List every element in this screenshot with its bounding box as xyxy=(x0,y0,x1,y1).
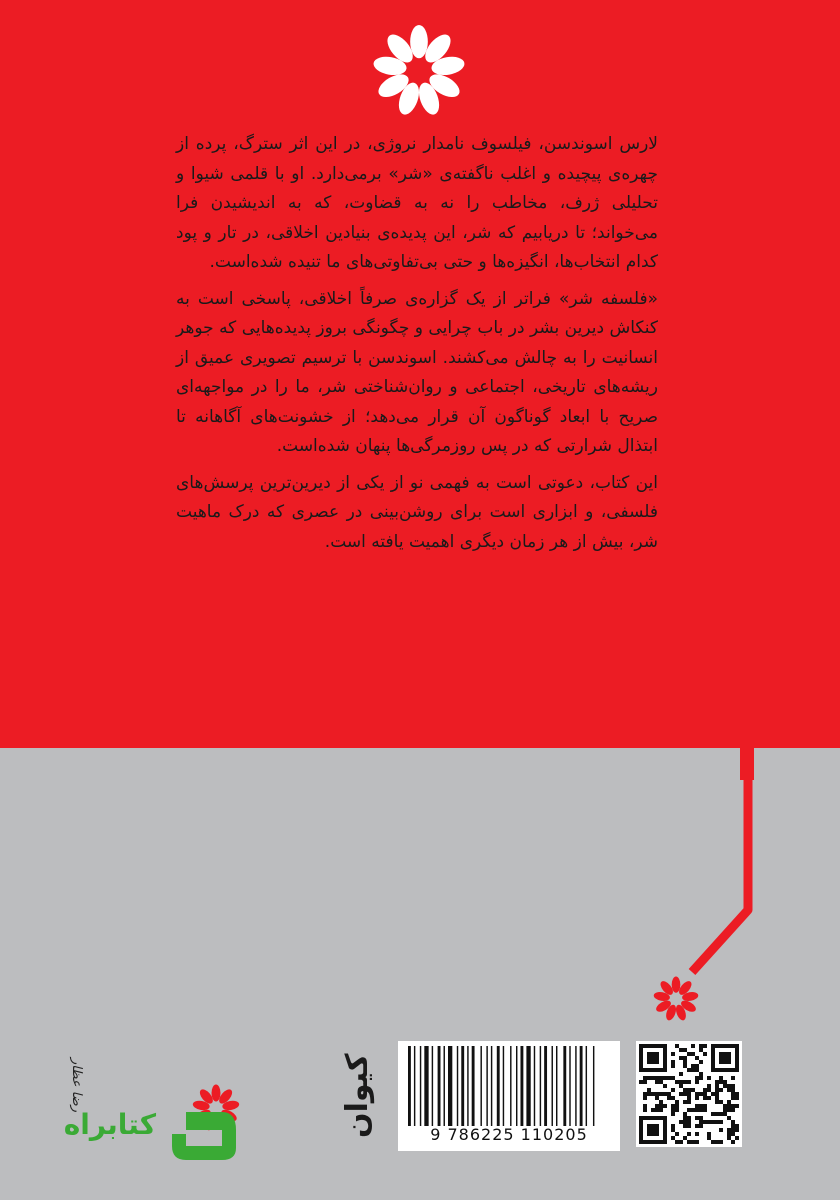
qr-module xyxy=(643,1096,647,1100)
barcode-bar xyxy=(480,1046,481,1126)
qr-module xyxy=(655,1104,659,1108)
barcode-bar xyxy=(575,1046,576,1126)
qr-module xyxy=(727,1100,731,1104)
qr-module xyxy=(723,1112,727,1116)
qr-module xyxy=(679,1140,683,1144)
blurb-paragraph: این کتاب، دعوتی است به فهمی نو از یکی از دیرین‌ترین پرسش‌های فلسفی، و ابزاری است برای روشن‌بینی در عصری که درک ماهیت شر، بیش از هر زمان دیگری اهمیت یافته است. xyxy=(176,472,658,552)
qr-module xyxy=(691,1044,695,1048)
barcode-bar xyxy=(420,1046,421,1126)
qr-module xyxy=(667,1076,671,1080)
qr-module xyxy=(695,1064,699,1068)
qr-module xyxy=(695,1076,699,1080)
qr-module xyxy=(683,1088,687,1092)
qr-module xyxy=(695,1140,699,1144)
barcode-bar xyxy=(497,1046,500,1126)
barcode-bar xyxy=(544,1046,547,1126)
barcode-bar xyxy=(552,1046,553,1126)
qr-module xyxy=(727,1088,731,1092)
barcode-bar xyxy=(563,1046,566,1126)
qr-module xyxy=(699,1076,703,1080)
qr-module xyxy=(727,1128,731,1132)
qr-module xyxy=(667,1096,671,1100)
qr-module xyxy=(707,1136,711,1140)
qr-module xyxy=(703,1052,707,1056)
qr-module xyxy=(679,1072,683,1076)
blurb-paragraph: «فلسفه شر» فراتر از یک گزاره‌ی صرفاً اخلاقی، پاسخی است به کنکاش دیرین بشر در باب چرایی و چگونگی بروز پدیده‌هایی که جوهر انسانیت را به چالش می‌کشند. اسوندسن با ترسیم تصویری عمیق از ریشه‌های تاریخی، اجتماعی و روان‌شناختی شر، ما را در مواجهه‌ای صریح با ابعاد گوناگون آن قرار می‌دهد؛ از خشونت‌های آگاهانه تا ابتذال شرارتی که در پس روزمرگی‌ها پنهان شده‌است. xyxy=(176,288,658,456)
qr-module xyxy=(687,1080,691,1084)
barcode-bar xyxy=(569,1046,570,1126)
barcode-bar xyxy=(520,1046,523,1126)
qr-finder xyxy=(647,1052,659,1064)
qr-module xyxy=(675,1104,679,1108)
qr-module xyxy=(731,1124,735,1128)
qr-module xyxy=(679,1120,683,1124)
qr-module xyxy=(715,1088,719,1092)
qr-module xyxy=(731,1132,735,1136)
barcode-bar xyxy=(414,1046,415,1126)
qr-module xyxy=(671,1052,675,1056)
qr-module xyxy=(695,1124,699,1128)
qr-module xyxy=(683,1100,687,1104)
qr-module xyxy=(703,1104,707,1108)
barcode-bar xyxy=(586,1046,587,1126)
qr-module xyxy=(715,1096,719,1100)
qr-module xyxy=(719,1088,723,1092)
barcode-bar xyxy=(438,1046,441,1126)
qr-module xyxy=(671,1076,675,1080)
qr-module xyxy=(699,1108,703,1112)
qr-module xyxy=(679,1092,683,1096)
qr-module xyxy=(647,1088,651,1092)
qr-finder xyxy=(647,1124,659,1136)
isbn-number: 9 786225 110205 xyxy=(430,1125,588,1144)
qr-module xyxy=(647,1092,651,1096)
qr-module xyxy=(643,1104,647,1108)
qr-module xyxy=(731,1104,735,1108)
qr-module xyxy=(727,1116,731,1120)
blurb-paragraph: لارس اسوندسن، فیلسوف نامدار نروژی، در این اثر سترگ، پرده از چهره‌ی پیچیده و اغلب ناگفته‌ی «شر» برمی‌دارد. او با قلمی شیوا و تحلیلی ژرف، مخاطب را نه به قضاوت، که به اندیشیدن فرا می‌خواند؛ تا دریابیم که شر، این پدیده‌ی بنیادین اخلاقی، در تار و پود کدام انتخاب‌ها، انگیزه‌ها و حتی بی‌تفاوتی‌های ما تنیده شده‌است. xyxy=(176,134,658,272)
qr-module xyxy=(711,1140,715,1144)
qr-module xyxy=(683,1120,687,1124)
qr-module xyxy=(643,1080,647,1084)
qr-module xyxy=(687,1052,691,1056)
qr-module xyxy=(655,1076,659,1080)
qr-module xyxy=(707,1132,711,1136)
qr-module xyxy=(691,1052,695,1056)
qr-module xyxy=(659,1092,663,1096)
qr-module xyxy=(679,1056,683,1060)
qr-module xyxy=(671,1136,675,1140)
qr-module xyxy=(655,1092,659,1096)
qr-module xyxy=(703,1092,707,1096)
qr-module xyxy=(659,1104,663,1108)
qr-module xyxy=(687,1116,691,1120)
qr-module xyxy=(731,1084,735,1088)
barcode-bar xyxy=(580,1046,583,1126)
qr-module xyxy=(683,1092,687,1096)
qr-module xyxy=(719,1112,723,1116)
qr-module xyxy=(695,1056,699,1060)
qr-module xyxy=(687,1088,691,1092)
qr-module xyxy=(715,1100,719,1104)
qr-module xyxy=(691,1108,695,1112)
qr-module xyxy=(671,1096,675,1100)
qr-module xyxy=(715,1092,719,1096)
qr-module xyxy=(651,1076,655,1080)
qr-module xyxy=(731,1076,735,1080)
qr-module xyxy=(715,1120,719,1124)
qr-module xyxy=(695,1116,699,1120)
qr-module xyxy=(723,1108,727,1112)
qr-module xyxy=(687,1068,691,1072)
ketabrah-logo-text: کتابراه xyxy=(63,1108,156,1141)
barcode-bar xyxy=(408,1046,411,1126)
qr-module xyxy=(659,1080,663,1084)
qr-module xyxy=(687,1092,691,1096)
barcode-bar xyxy=(444,1046,445,1126)
qr-module xyxy=(687,1108,691,1112)
qr-module xyxy=(643,1108,647,1112)
qr-module xyxy=(663,1084,667,1088)
qr-module xyxy=(683,1060,687,1064)
qr-module xyxy=(683,1048,687,1052)
qr-module xyxy=(643,1092,647,1096)
qr-module xyxy=(671,1060,675,1064)
qr-module xyxy=(719,1128,723,1132)
qr-module xyxy=(731,1108,735,1112)
back-cover-blurb xyxy=(176,130,658,564)
qr-module xyxy=(699,1124,703,1128)
barcode-bar xyxy=(461,1046,464,1126)
barcode-bar xyxy=(424,1046,428,1126)
qr-module xyxy=(691,1068,695,1072)
qr-module xyxy=(687,1132,691,1136)
qr-module xyxy=(671,1104,675,1108)
qr-module xyxy=(683,1124,687,1128)
qr-module xyxy=(715,1140,719,1144)
qr-module xyxy=(699,1044,703,1048)
qr-module xyxy=(727,1136,731,1140)
qr-module xyxy=(675,1100,679,1104)
qr-module xyxy=(643,1076,647,1080)
qr-module xyxy=(639,1080,643,1084)
qr-module xyxy=(687,1100,691,1104)
designer-credit: رضا عظار xyxy=(69,1057,84,1113)
qr-module xyxy=(711,1112,715,1116)
qr-module xyxy=(663,1076,667,1080)
qr-module xyxy=(671,1088,675,1092)
qr-module xyxy=(735,1104,739,1108)
qr-module xyxy=(711,1120,715,1124)
qr-module xyxy=(727,1104,731,1108)
qr-module xyxy=(735,1128,739,1132)
qr-module xyxy=(687,1120,691,1124)
qr-module xyxy=(719,1080,723,1084)
qr-module xyxy=(659,1100,663,1104)
barcode-bar xyxy=(448,1046,452,1126)
barcode-bar xyxy=(432,1046,433,1126)
qr-module xyxy=(719,1100,723,1104)
qr-module xyxy=(731,1092,735,1096)
qr-module xyxy=(719,1140,723,1144)
barcode-bar xyxy=(467,1046,468,1126)
qr-module xyxy=(683,1056,687,1060)
isbn-barcode xyxy=(398,1041,620,1151)
qr-module xyxy=(647,1076,651,1080)
qr-module xyxy=(671,1112,675,1116)
qr-module xyxy=(675,1080,679,1084)
qr-module xyxy=(667,1092,671,1096)
qr-module xyxy=(691,1140,695,1144)
qr-module xyxy=(735,1124,739,1128)
qr-module xyxy=(719,1120,723,1124)
qr-module xyxy=(723,1080,727,1084)
barcode-bar xyxy=(534,1046,535,1126)
qr-module xyxy=(683,1136,687,1140)
qr-module xyxy=(699,1048,703,1052)
barcode-bar xyxy=(593,1046,594,1126)
qr-module xyxy=(671,1128,675,1132)
qr-finder xyxy=(719,1052,731,1064)
barcode-bar xyxy=(540,1046,541,1126)
qr-module xyxy=(687,1124,691,1128)
qr-module xyxy=(683,1116,687,1120)
qr-module xyxy=(707,1084,711,1088)
qr-module xyxy=(695,1068,699,1072)
qr-module xyxy=(671,1108,675,1112)
qr-module xyxy=(703,1088,707,1092)
qr-module xyxy=(715,1084,719,1088)
barcode-icon xyxy=(406,1046,612,1126)
qr-module xyxy=(695,1080,699,1084)
qr-module xyxy=(699,1092,703,1096)
qr-code-icon xyxy=(639,1044,739,1144)
qr-module xyxy=(711,1092,715,1096)
qr-module xyxy=(731,1128,735,1132)
qr-module xyxy=(671,1064,675,1068)
qr-module xyxy=(715,1080,719,1084)
qr-module xyxy=(655,1108,659,1112)
qr-module xyxy=(683,1080,687,1084)
qr-module xyxy=(655,1096,659,1100)
qr-module xyxy=(663,1092,667,1096)
barcode-bar xyxy=(526,1046,530,1126)
barcode-bar xyxy=(503,1046,504,1126)
qr-module xyxy=(691,1064,695,1068)
qr-module xyxy=(695,1104,699,1108)
qr-module xyxy=(699,1116,703,1120)
qr-module xyxy=(731,1120,735,1124)
qr-module xyxy=(727,1132,731,1136)
qr-module xyxy=(735,1096,739,1100)
qr-module xyxy=(695,1108,699,1112)
qr-module xyxy=(723,1084,727,1088)
qr-module xyxy=(695,1092,699,1096)
qr-module xyxy=(683,1112,687,1116)
qr-module xyxy=(707,1096,711,1100)
qr-module xyxy=(659,1108,663,1112)
qr-module xyxy=(651,1108,655,1112)
qr-module xyxy=(699,1120,703,1124)
flower-icon xyxy=(370,22,468,120)
qr-module xyxy=(723,1104,727,1108)
barcode-bar xyxy=(491,1046,492,1126)
qr-module xyxy=(655,1080,659,1084)
qr-module xyxy=(675,1044,679,1048)
qr-module xyxy=(731,1088,735,1092)
qr-module xyxy=(679,1048,683,1052)
qr-module xyxy=(727,1084,731,1088)
barcode-bar xyxy=(472,1046,475,1126)
qr-module xyxy=(735,1092,739,1096)
qr-module xyxy=(679,1084,683,1088)
qr-module xyxy=(695,1132,699,1136)
qr-module xyxy=(731,1096,735,1100)
qr-module xyxy=(699,1072,703,1076)
qr-module xyxy=(679,1080,683,1084)
qr-module xyxy=(675,1132,679,1136)
barcode-bar xyxy=(516,1046,517,1126)
qr-module xyxy=(671,1124,675,1128)
qr-module xyxy=(695,1096,699,1100)
qr-module xyxy=(703,1044,707,1048)
barcode-bar xyxy=(457,1046,458,1126)
qr-module xyxy=(707,1120,711,1124)
qr-module xyxy=(731,1140,735,1144)
qr-module xyxy=(675,1108,679,1112)
qr-module xyxy=(703,1096,707,1100)
qr-module xyxy=(727,1108,731,1112)
barcode-bar xyxy=(510,1046,511,1126)
qr-module xyxy=(707,1088,711,1092)
qr-module xyxy=(675,1140,679,1144)
barcode-bar xyxy=(486,1046,487,1126)
qr-module xyxy=(703,1120,707,1124)
publisher-logo: کیوان xyxy=(340,1053,375,1139)
qr-module xyxy=(735,1136,739,1140)
qr-module xyxy=(663,1104,667,1108)
qr-module xyxy=(687,1140,691,1144)
qr-module xyxy=(651,1092,655,1096)
qr-module xyxy=(683,1064,687,1068)
small-flower-icon xyxy=(652,975,700,1023)
qr-code xyxy=(636,1041,742,1147)
qr-module xyxy=(699,1104,703,1108)
qr-module xyxy=(691,1088,695,1092)
qr-module xyxy=(719,1076,723,1080)
barcode-bar xyxy=(556,1046,557,1126)
qr-module xyxy=(703,1108,707,1112)
qr-module xyxy=(699,1060,703,1064)
qr-module xyxy=(687,1096,691,1100)
qr-module xyxy=(715,1112,719,1116)
qr-module xyxy=(707,1076,711,1080)
qr-module xyxy=(659,1076,663,1080)
